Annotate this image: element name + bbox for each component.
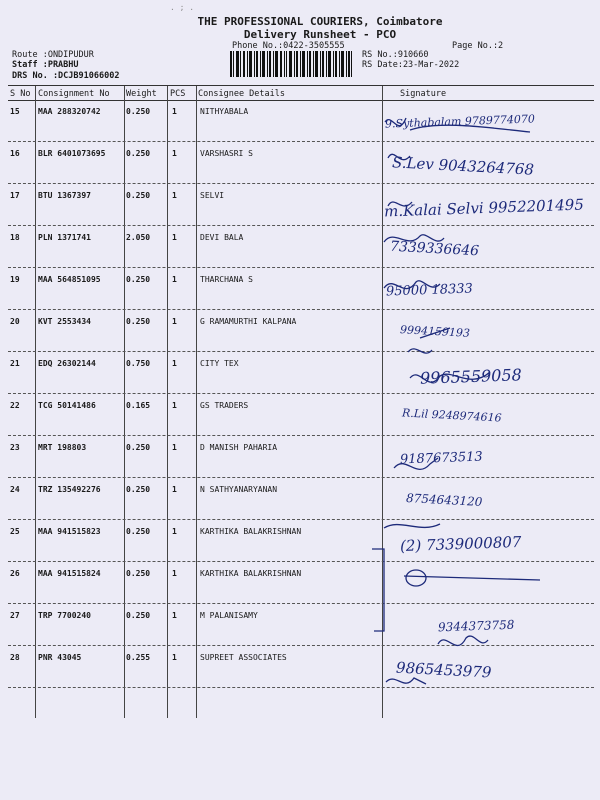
row-weight: 0.250 bbox=[126, 107, 151, 116]
row-weight: 0.250 bbox=[126, 317, 151, 326]
row-sno: 21 bbox=[10, 359, 20, 368]
row-weight: 0.250 bbox=[126, 275, 151, 284]
row-signature: 9865453979 bbox=[395, 658, 492, 682]
runsheet-title: Delivery Runsheet - PCO bbox=[243, 28, 397, 41]
row-consignment-no: MAA 941515824 bbox=[38, 569, 101, 578]
row-signature: 9965559058 bbox=[419, 365, 523, 388]
row-pcs: 1 bbox=[172, 107, 177, 116]
rs-number: RS No.:910660 bbox=[362, 50, 429, 60]
row-consignee: KARTHIKA BALAKRISHNAN bbox=[200, 527, 302, 536]
row-sno: 28 bbox=[10, 653, 20, 662]
bracket-mark bbox=[370, 545, 390, 635]
row-sno: 22 bbox=[10, 401, 20, 410]
row-consignee: DEVI BALA bbox=[200, 233, 244, 242]
row-pcs: 1 bbox=[172, 527, 177, 536]
row-sno: 15 bbox=[10, 107, 20, 116]
col-header-pcs: PCS bbox=[170, 89, 186, 99]
row-weight: 0.255 bbox=[126, 653, 151, 662]
row-sno: 26 bbox=[10, 569, 20, 578]
col-header-sno: S No bbox=[10, 89, 31, 99]
row-weight: 0.250 bbox=[126, 149, 151, 158]
row-pcs: 1 bbox=[172, 611, 177, 620]
row-consignee: KARTHIKA BALAKRISHNAN bbox=[200, 569, 302, 578]
row-pcs: 1 bbox=[172, 443, 177, 452]
row-consignment-no: PLN 1371741 bbox=[38, 233, 91, 242]
row-sno: 23 bbox=[10, 443, 20, 452]
row-pcs: 1 bbox=[172, 317, 177, 326]
table-top-rule bbox=[8, 85, 594, 86]
row-consignment-no: PNR 43045 bbox=[38, 653, 82, 662]
drs-number: DRS No. :DCJB91066002 bbox=[12, 71, 120, 81]
row-sno: 16 bbox=[10, 149, 20, 158]
row-consignee: SELVI bbox=[200, 191, 225, 200]
row-weight: 0.750 bbox=[126, 359, 151, 368]
col-divider bbox=[35, 86, 36, 718]
row-weight: 0.250 bbox=[126, 527, 151, 536]
row-consignee: N SATHYANARYANAN bbox=[200, 485, 278, 494]
row-consignee: NITHYABALA bbox=[200, 107, 249, 116]
row-consignee: VARSHASRI S bbox=[200, 149, 253, 158]
row-consignee: G RAMAMURTHI KALPANA bbox=[200, 317, 297, 326]
row-signature: 9.Sythabalam 9789774070 bbox=[384, 112, 536, 131]
page-number: Page No.:2 bbox=[452, 41, 504, 51]
row-sno: 27 bbox=[10, 611, 20, 620]
row-consignee: CITY TEX bbox=[200, 359, 239, 368]
row-pcs: 1 bbox=[172, 149, 177, 158]
row-sno: 17 bbox=[10, 191, 20, 200]
phone-number: Phone No.:0422-3505555 bbox=[232, 41, 345, 51]
row-signature: 9187673513 bbox=[399, 449, 483, 468]
row-sno: 18 bbox=[10, 233, 20, 242]
row-weight: 0.250 bbox=[126, 191, 151, 200]
row-consignment-no: KVT 2553434 bbox=[38, 317, 91, 326]
row-signature: (2) 7339000807 bbox=[399, 532, 522, 556]
row-consignment-no: MAA 941515823 bbox=[38, 527, 101, 536]
row-consignment-no: EDQ 26302144 bbox=[38, 359, 96, 368]
signature-strokes bbox=[380, 110, 580, 710]
row-signature: 95000 18333 bbox=[385, 281, 474, 300]
row-signature: R.Lil 9248974616 bbox=[401, 406, 502, 425]
row-consignment-no: TRZ 135492276 bbox=[38, 485, 101, 494]
row-signature: S.Lev 9043264768 bbox=[391, 153, 535, 179]
row-consignment-no: MAA 288320742 bbox=[38, 107, 101, 116]
row-consignee: D MANISH PAHARIA bbox=[200, 443, 278, 452]
row-pcs: 1 bbox=[172, 401, 177, 410]
row-consignment-no: BTU 1367397 bbox=[38, 191, 91, 200]
row-consignment-no: BLR 6401073695 bbox=[38, 149, 106, 158]
row-consignment-no: MRT 198803 bbox=[38, 443, 87, 452]
row-pcs: 1 bbox=[172, 569, 177, 578]
route-label: Route :ONDIPUDUR bbox=[12, 50, 94, 60]
col-divider bbox=[167, 86, 168, 718]
row-pcs: 1 bbox=[172, 191, 177, 200]
row-weight: 0.250 bbox=[126, 611, 151, 620]
row-sno: 25 bbox=[10, 527, 20, 536]
row-signature: m.Kalai Selvi 9952201495 bbox=[383, 195, 585, 221]
company-title: THE PROFESSIONAL COURIERS, Coimbatore bbox=[197, 15, 443, 28]
row-sno: 24 bbox=[10, 485, 20, 494]
col-header-consignee: Consignee Details bbox=[198, 89, 285, 99]
row-signature: 9344373758 bbox=[437, 617, 515, 635]
row-consignee: SUPREET ASSOCIATES bbox=[200, 653, 287, 662]
col-header-signature: Signature bbox=[400, 89, 447, 99]
corner-mark: . ; . bbox=[170, 3, 195, 12]
row-weight: 0.250 bbox=[126, 485, 151, 494]
row-consignee: GS TRADERS bbox=[200, 401, 249, 410]
row-pcs: 1 bbox=[172, 359, 177, 368]
col-header-weight: Weight bbox=[126, 89, 157, 99]
row-weight: 0.250 bbox=[126, 443, 151, 452]
row-pcs: 1 bbox=[172, 233, 177, 242]
row-sno: 19 bbox=[10, 275, 20, 284]
row-pcs: 1 bbox=[172, 653, 177, 662]
row-consignee: THARCHANA S bbox=[200, 275, 253, 284]
col-divider bbox=[124, 86, 125, 718]
row-consignment-no: TRP 7700240 bbox=[38, 611, 91, 620]
row-signature: 9994159193 bbox=[399, 323, 471, 340]
row-signature: 8754643120 bbox=[405, 491, 483, 509]
col-divider bbox=[196, 86, 197, 718]
row-weight: 0.250 bbox=[126, 569, 151, 578]
row-consignment-no: MAA 564851095 bbox=[38, 275, 101, 284]
row-pcs: 1 bbox=[172, 275, 177, 284]
table-header-rule bbox=[8, 100, 594, 101]
row-weight: 0.165 bbox=[126, 401, 151, 410]
row-signature: 7339336646 bbox=[389, 238, 480, 260]
row-consignment-no: TCG 50141486 bbox=[38, 401, 96, 410]
row-weight: 2.050 bbox=[126, 233, 151, 242]
col-header-consignment: Consignment No bbox=[38, 89, 110, 99]
row-pcs: 1 bbox=[172, 485, 177, 494]
staff-label: Staff :PRABHU bbox=[12, 60, 79, 70]
rs-date: RS Date:23-Mar-2022 bbox=[362, 60, 460, 70]
barcode-icon bbox=[230, 51, 352, 77]
row-consignee: M PALANISAMY bbox=[200, 611, 258, 620]
row-sno: 20 bbox=[10, 317, 20, 326]
